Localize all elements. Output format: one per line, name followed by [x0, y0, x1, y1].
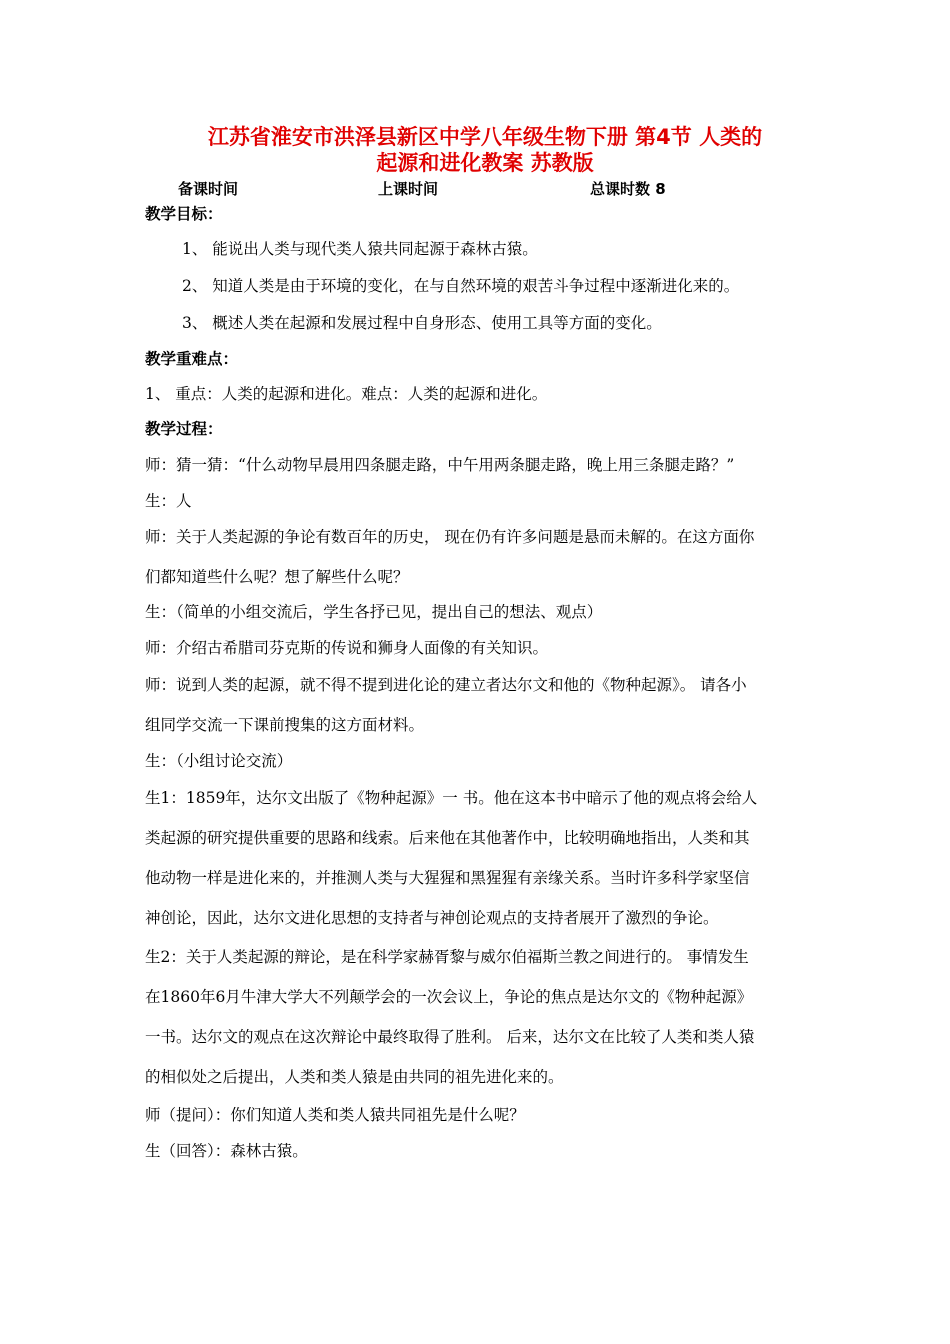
prep-time-label: 备课时间 — [178, 180, 239, 198]
process-line: 生：（小组讨论交流） — [145, 752, 293, 770]
process-line: 师：介绍古希腊司芬克斯的传说和狮身人面像的有关知识。 — [145, 639, 549, 657]
process-line: 生1：1859年，达尔文出版了《物种起源》一 书。他在这本书中暗示了他的观点将会给人 — [145, 789, 758, 807]
process-line: 类起源的研究提供重要的思路和线索。后来他在其他著作中，比较明确地指出，人类和其 — [145, 829, 750, 847]
objective-item: 1、 能说出人类与现代类人猿共同起源于森林古猿。 — [182, 240, 538, 258]
process-line: 生：（简单的小组交流后，学生各抒已见，提出自己的想法、观点） — [145, 603, 603, 621]
total-hours-label: 总课时数 8 — [590, 180, 666, 198]
objective-item: 2、 知道人类是由于环境的变化，在与自然环境的艰苦斗争过程中逐渐进化来的。 — [182, 277, 740, 295]
class-time-label: 上课时间 — [378, 180, 439, 198]
process-line: 生（回答）：森林古猿。 — [145, 1142, 308, 1160]
document-title-line-1: 江苏省淮安市洪泽县新区中学八年级生物下册 第4节 人类的 — [207, 125, 763, 149]
objectives-heading: 教学目标： — [145, 205, 223, 223]
document-title-line-2: 起源和进化教案 苏教版 — [376, 151, 594, 175]
process-line: 师：说到人类的起源，就不得不提到进化论的建立者达尔文和他的《物种起源》。 请各小 — [145, 676, 747, 694]
process-line: 师：关于人类起源的争论有数百年的历史， 现在仍有许多问题是悬而未解的。在这方面你 — [145, 528, 755, 546]
process-heading: 教学过程： — [145, 420, 223, 438]
process-line: 师（提问）：你们知道人类和类人猿共同祖先是什么呢？ — [145, 1106, 525, 1124]
process-line: 在1860年6月牛津大学大不列颠学会的一次会议上，争论的焦点是达尔文的《物种起源》 — [145, 988, 753, 1006]
process-line: 们都知道些什么呢？想了解些什么呢？ — [145, 568, 409, 586]
process-line: 一书。达尔文的观点在这次辩论中最终取得了胜利。 后来，达尔文在比较了人类和类人猿 — [145, 1028, 755, 1046]
process-line: 生2：关于人类起源的辩论，是在科学家赫胥黎与威尔伯福斯兰教之间进行的。 事情发生 — [145, 948, 749, 966]
process-line: 组同学交流一下课前搜集的这方面材料。 — [145, 716, 425, 734]
objective-item: 3、 概述人类在起源和发展过程中自身形态、使用工具等方面的变化。 — [182, 314, 662, 332]
process-line: 生：人 — [145, 492, 192, 510]
process-line: 的相似处之后提出，人类和类人猿是由共同的祖先进化来的。 — [145, 1068, 564, 1086]
process-line: 他动物一样是进化来的，并推测人类与大猩猩和黑猩猩有亲缘关系。当时许多科学家坚信 — [145, 869, 750, 887]
keypoints-text: 1、 重点：人类的起源和进化。难点：人类的起源和进化。 — [145, 385, 548, 403]
process-line: 神创论，因此，达尔文进化思想的支持者与神创论观点的支持者展开了激烈的争论。 — [145, 909, 719, 927]
keypoints-heading: 教学重难点： — [145, 350, 239, 368]
process-line: 师：猜一猜：“什么动物早晨用四条腿走路，中午用两条腿走路，晚上用三条腿走路？” — [145, 456, 735, 474]
